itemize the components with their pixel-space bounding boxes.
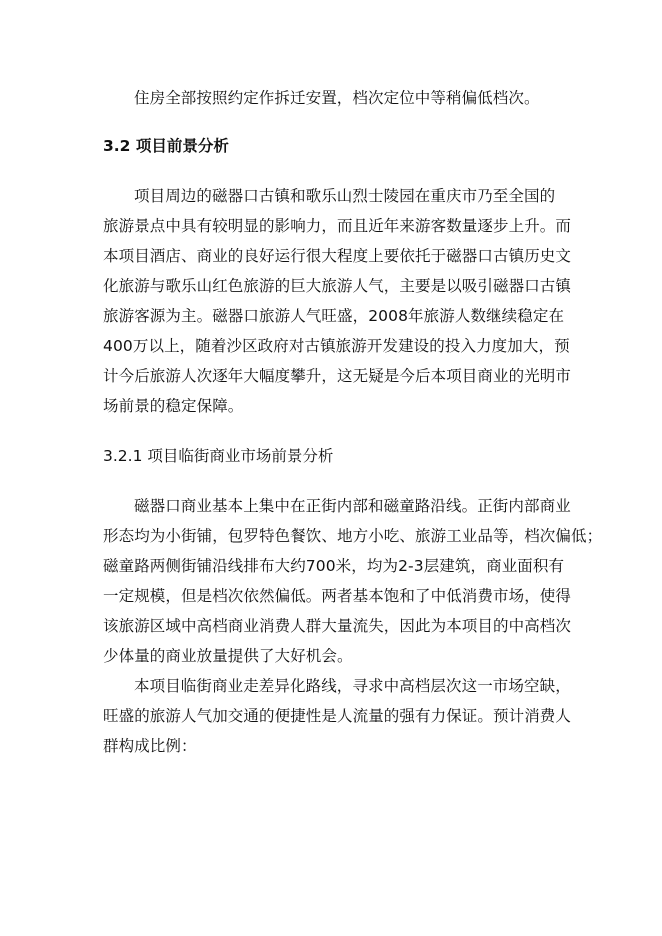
paragraph-line: 一定规模，但是档次依然偏低。两者基本饱和了中低消费市场，使得 bbox=[103, 587, 572, 605]
paragraph-line: 项目周边的磁器口古镇和歌乐山烈士陵园在重庆市乃至全国的 bbox=[134, 187, 556, 205]
paragraph-line: 磁器口商业基本上集中在正街内部和磁童路沿线。正街内部商业 bbox=[134, 497, 571, 515]
paragraph-line: 群构成比例： bbox=[103, 737, 197, 755]
paragraph-line: 形态均为小街铺，包罗特色餐饮、地方小吃、旅游工业品等，档次偏低； bbox=[103, 527, 603, 545]
paragraph-line: 旅游客源为主。磁器口旅游人气旺盛，2008年旅游人数继续稳定在 bbox=[103, 307, 565, 325]
paragraph-line: 400万以上，随着沙区政府对古镇旅游开发建设的投入力度加大，预 bbox=[103, 337, 570, 355]
paragraph-line: 少体量的商业放量提供了大好机会。 bbox=[103, 647, 353, 665]
paragraph-line: 本项目临街商业走差异化路线，寻求中高档层次这一市场空缺， bbox=[134, 677, 571, 695]
section-3-2-title: 3.2 项目前景分析 bbox=[103, 137, 229, 155]
paragraph-line: 计今后旅游人次逐年大幅度攀升，这无疑是今后本项目商业的光明市 bbox=[103, 367, 572, 385]
paragraph-line: 磁童路两侧街铺沿线排布大约700米，均为2-3层建筑，商业面积有 bbox=[103, 557, 565, 575]
paragraph-line: 该旅游区域中高档商业消费人群大量流失，因此为本项目的中高档次 bbox=[103, 617, 572, 635]
paragraph-line: 旺盛的旅游人气加交通的便捷性是人流量的强有力保证。预计消费人 bbox=[103, 707, 572, 725]
section-3-2-1-title: 3.2.1 项目临街商业市场前景分析 bbox=[103, 447, 334, 465]
paragraph-line: 本项目酒店、商业的良好运行很大程度上要依托于磁器口古镇历史文 bbox=[103, 247, 572, 265]
paragraph-line: 旅游景点中具有较明显的影响力，而且近年来游客数量逐步上升。而 bbox=[103, 217, 572, 235]
paragraph-line: 化旅游与歌乐山红色旅游的巨大旅游人气，主要是以吸引磁器口古镇 bbox=[103, 277, 572, 295]
intro-line: 住房全部按照约定作拆迁安置，档次定位中等稍偏低档次。 bbox=[134, 89, 540, 107]
paragraph-line: 场前景的稳定保障。 bbox=[103, 397, 244, 415]
